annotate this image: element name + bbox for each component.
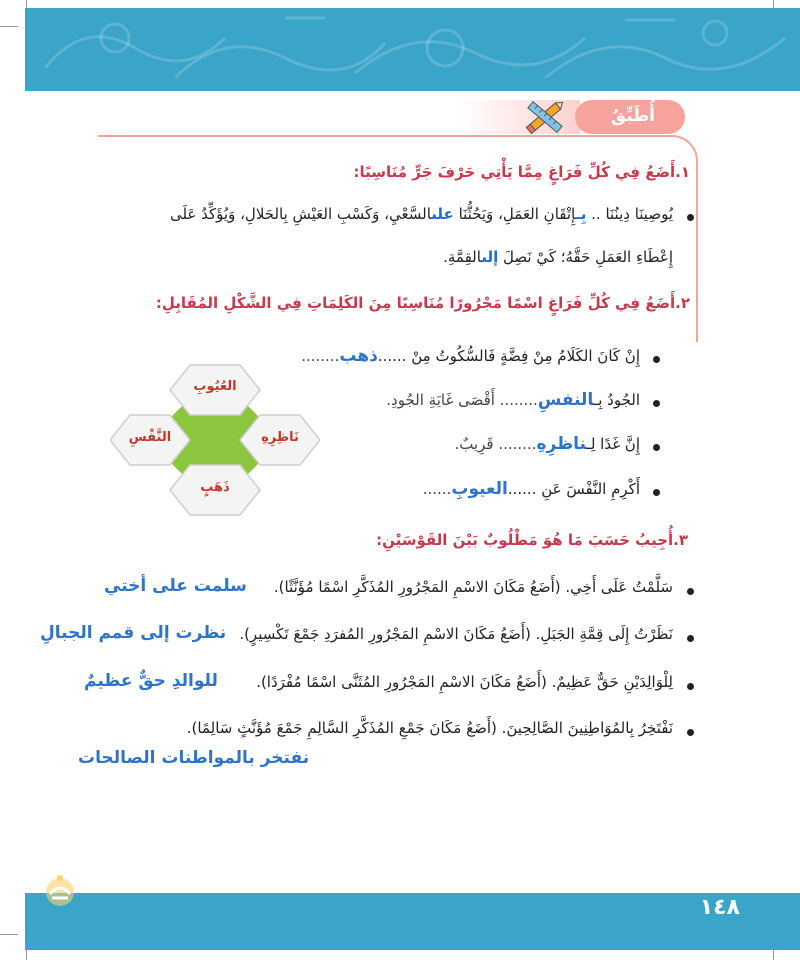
crop-mark	[0, 26, 18, 27]
bullet	[687, 635, 694, 642]
exercise2-item-2	[386, 390, 640, 410]
crop-mark	[0, 934, 18, 935]
diagram-word-bottom: ذَهَبٍ	[200, 480, 230, 495]
exercise3-answer-2: نظرت إلى قمم الجبالِ	[40, 623, 227, 643]
header-pattern	[25, 8, 800, 91]
bullet	[687, 214, 694, 221]
bullet	[653, 489, 660, 496]
diagram-shape	[110, 345, 320, 545]
bullet	[687, 729, 694, 736]
text: القِمَّةِ.	[443, 248, 482, 266]
exercise3-answer-4: نفتخر بالمواطنات الصالحات	[78, 748, 310, 768]
text: ........ قَرِيبٌ.	[454, 435, 537, 453]
answer-word: العيوبِ	[451, 479, 508, 499]
text: ......	[422, 480, 452, 498]
exercise3-answer-1: سلمت على أختي	[104, 576, 247, 596]
text: إِعْطَاءِ العَمَلِ حَقَّهُ؛ كَيْ نَصِلَ	[503, 248, 673, 266]
text: إِنْ كَانَ الكَلَامُ مِنْ فِضَّةٍ فَالسُّكُوتُ مِنْ ......	[377, 347, 640, 365]
text: الجُودُ بِـ	[593, 391, 640, 409]
text: أَكْرِمِ النَّفْسَ عَنِ ......	[507, 480, 640, 498]
text: إِنَّ غَدًا لِـ	[586, 435, 640, 453]
diagram-word-top: العُيُوبِ	[193, 379, 237, 394]
text: ........ أَقْصَى غَايَةِ الجُودِ.	[386, 391, 538, 409]
exercise2-heading: ٢.أَضَعُ فِي كُلِّ فَرَاغٍ اسْمًا مَجْرُورًا مُنَاسِبًا مِنَ الكَلِمَاتِ فِي الشَّكْلِ المُقَابِلِ:	[155, 294, 690, 312]
exercise2-item-1	[301, 346, 640, 366]
bullet	[653, 444, 660, 451]
exercise1-heading: ١.أَضَعُ فِي كُلِّ فَرَاغٍ مِمَّا يَأْتِي حَرْفَ جَرٍّ مُنَاسِبًا:	[353, 163, 690, 181]
answer-preposition: بِـ	[575, 205, 587, 223]
pencil-ruler-icon	[520, 100, 570, 134]
answer-word: ناظرِهِ	[536, 434, 587, 454]
answer-word: ذهب	[339, 346, 378, 366]
exercise3-item-3: لِلْوَالِدَيْنِ حَقٌّ عَظِيمٌ. (أَضَعُ مَكَانَ الاسْمِ المَجْرُورِ المُثَنَّى اسْمًا مُفْرَدًا).	[256, 673, 673, 691]
text: يُوصِينَا دِينُنَا ..	[591, 205, 673, 223]
exercise3-item-2: نَظَرْتُ إِلَى قِمَّةِ الجَبَلِ. (أَضَعُ مَكَانَ الاسْمِ المَجْرُورِ المُفرَدِ جَمْعَ تَكْسِيرٍ).	[239, 625, 673, 643]
text: ........	[301, 347, 340, 365]
bullet	[653, 400, 660, 407]
diagram-word-right: نَاظِرِهِ	[261, 430, 299, 445]
exercise3-item-4: نَفْتَخِرُ بِالمُوَاطِنِينَ الصَّالِحِينَ. (أَضَعُ مَكَانَ جَمْعِ المُذَكَّرِ السَّالِمِ جَمْعَ مُؤَنَّثٍ سَالِمًا).	[186, 719, 673, 737]
answer-word: النفسِ	[537, 390, 594, 410]
answer-preposition: على	[431, 205, 454, 223]
header-band	[25, 8, 800, 91]
exercise1-line1	[170, 205, 673, 223]
publisher-logo-icon	[40, 870, 80, 910]
text: السَّعْيِ، وَكَسْبِ العَيْشِ بِالحَلالِ، وَيُؤَكِّدُ عَلَى	[169, 205, 432, 223]
section-tab	[575, 100, 685, 134]
bullet	[653, 356, 660, 363]
exercise3-answer-3: للوالدِ حقٌّ عظيمٌ	[84, 671, 218, 691]
answer-preposition: إلى	[481, 248, 499, 266]
bullet	[687, 683, 694, 690]
exercise3-item-1: سَلَّمْتُ عَلَى أَخِي. (أَضَعُ مَكَانَ الاسْمِ المَجْرُورِ المُذَكَّرِ اسْمًا مُؤَنَّثًا).	[273, 578, 673, 596]
page-number: ١٤٨	[699, 895, 740, 920]
diagram-word-left: النَّفْسِ	[128, 430, 172, 445]
bullet	[687, 588, 694, 595]
footer-band	[25, 893, 800, 950]
word-diagram	[110, 345, 320, 545]
exercise3-heading: ٣.أُجِيبُ حَسَبَ مَا هُوَ مَطْلُوبٌ بَيْنَ القَوْسَيْنِ:	[376, 531, 688, 549]
text: إِتْقَانِ العَمَلِ، وَيَحُثُّنَا	[458, 205, 576, 223]
exercise2-item-4	[423, 479, 640, 499]
section-title: أُطَبِّقُ	[610, 106, 655, 126]
exercise1-line2	[443, 248, 673, 266]
exercise2-item-3	[454, 434, 640, 454]
